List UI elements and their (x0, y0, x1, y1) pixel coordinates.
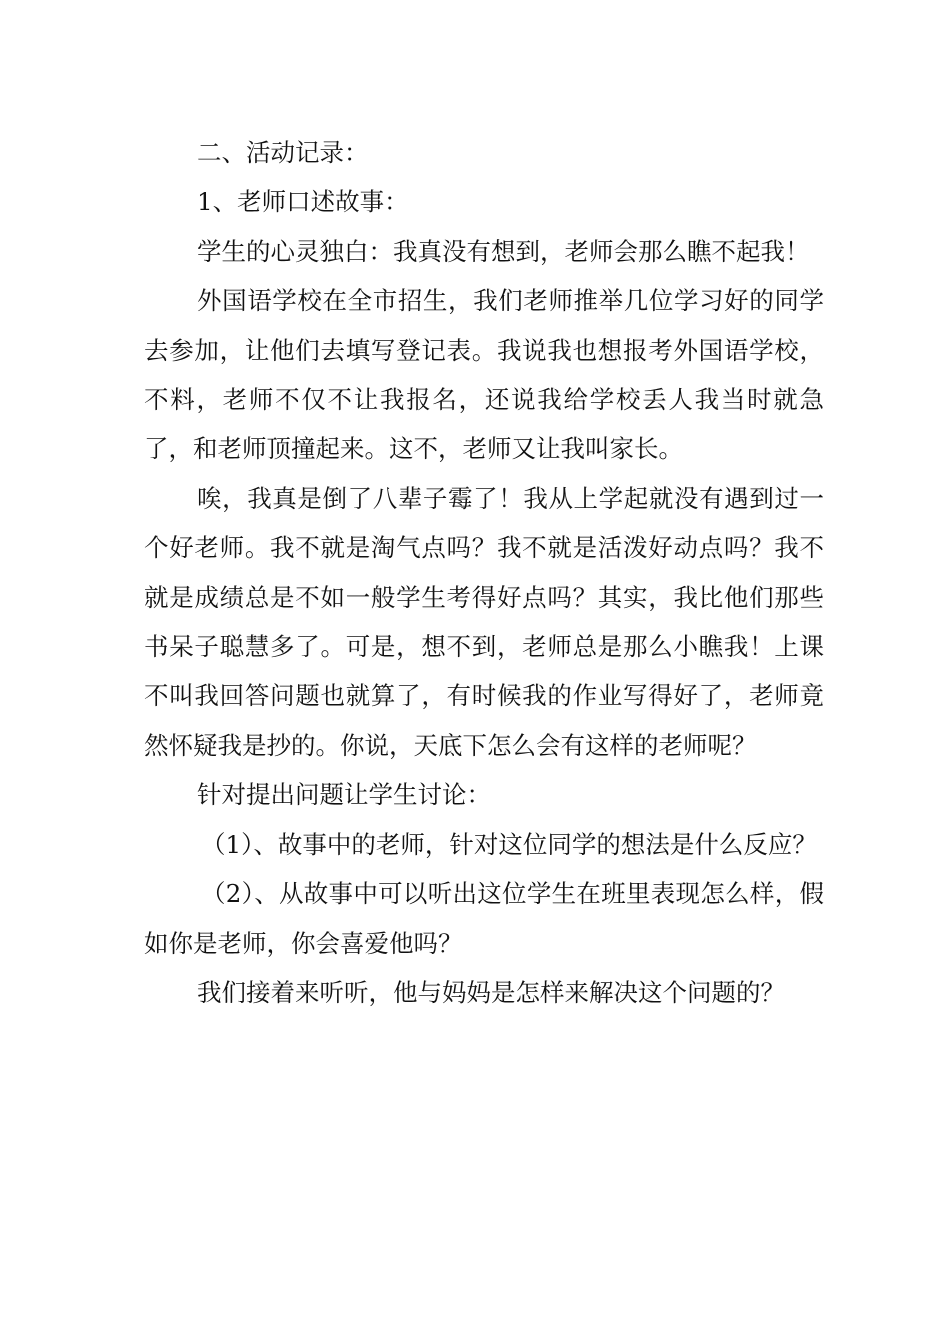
story-paragraph: 唉，我真是倒了八辈子霉了！我从上学起就没有遇到过一个好老师。我不就是淘气点吗？我不就是活泼好动点吗？我不就是成绩总是不如一般学生考得好点吗？其实，我比他们那些书呆子聪慧多了。可是，想不到，老师总是那么小瞧我！上课不叫我回答问题也就算了，有时候我的作业写得好了，老师竟然怀疑我是抄的。你说，天底下怎么会有这样的老师呢？ (144, 483, 824, 760)
closing-paragraph: 我们接着来听听，他与妈妈是怎样来解决这个问题的？ (197, 977, 785, 1007)
discussion-question: （1）、故事中的老师，针对这位同学的想法是什么反应？ (201, 829, 817, 859)
discussion-question: （2）、从故事中可以听出这位学生在班里表现怎么样，假如你是老师，你会喜爱他吗？ (144, 879, 824, 958)
story-paragraph: 外国语学校在全市招生，我们老师推举几位学习好的同学去参加，让他们去填写登记表。我说我也想报考外国语学校，不料，老师不仅不让我报名，还说我给学校丢人我当时就急了，和老师顶撞起来。这不，老师又让我叫家长。 (144, 286, 824, 464)
discussion-intro: 针对提出问题让学生讨论： (197, 780, 491, 810)
document-body (144, 128, 824, 1017)
story-paragraph: 学生的心灵独白：我真没有想到，老师会那么瞧不起我！ (197, 236, 810, 266)
section-heading: 二、活动记录： (197, 138, 369, 167)
subsection-heading: 1、老师口述故事： (197, 187, 409, 217)
